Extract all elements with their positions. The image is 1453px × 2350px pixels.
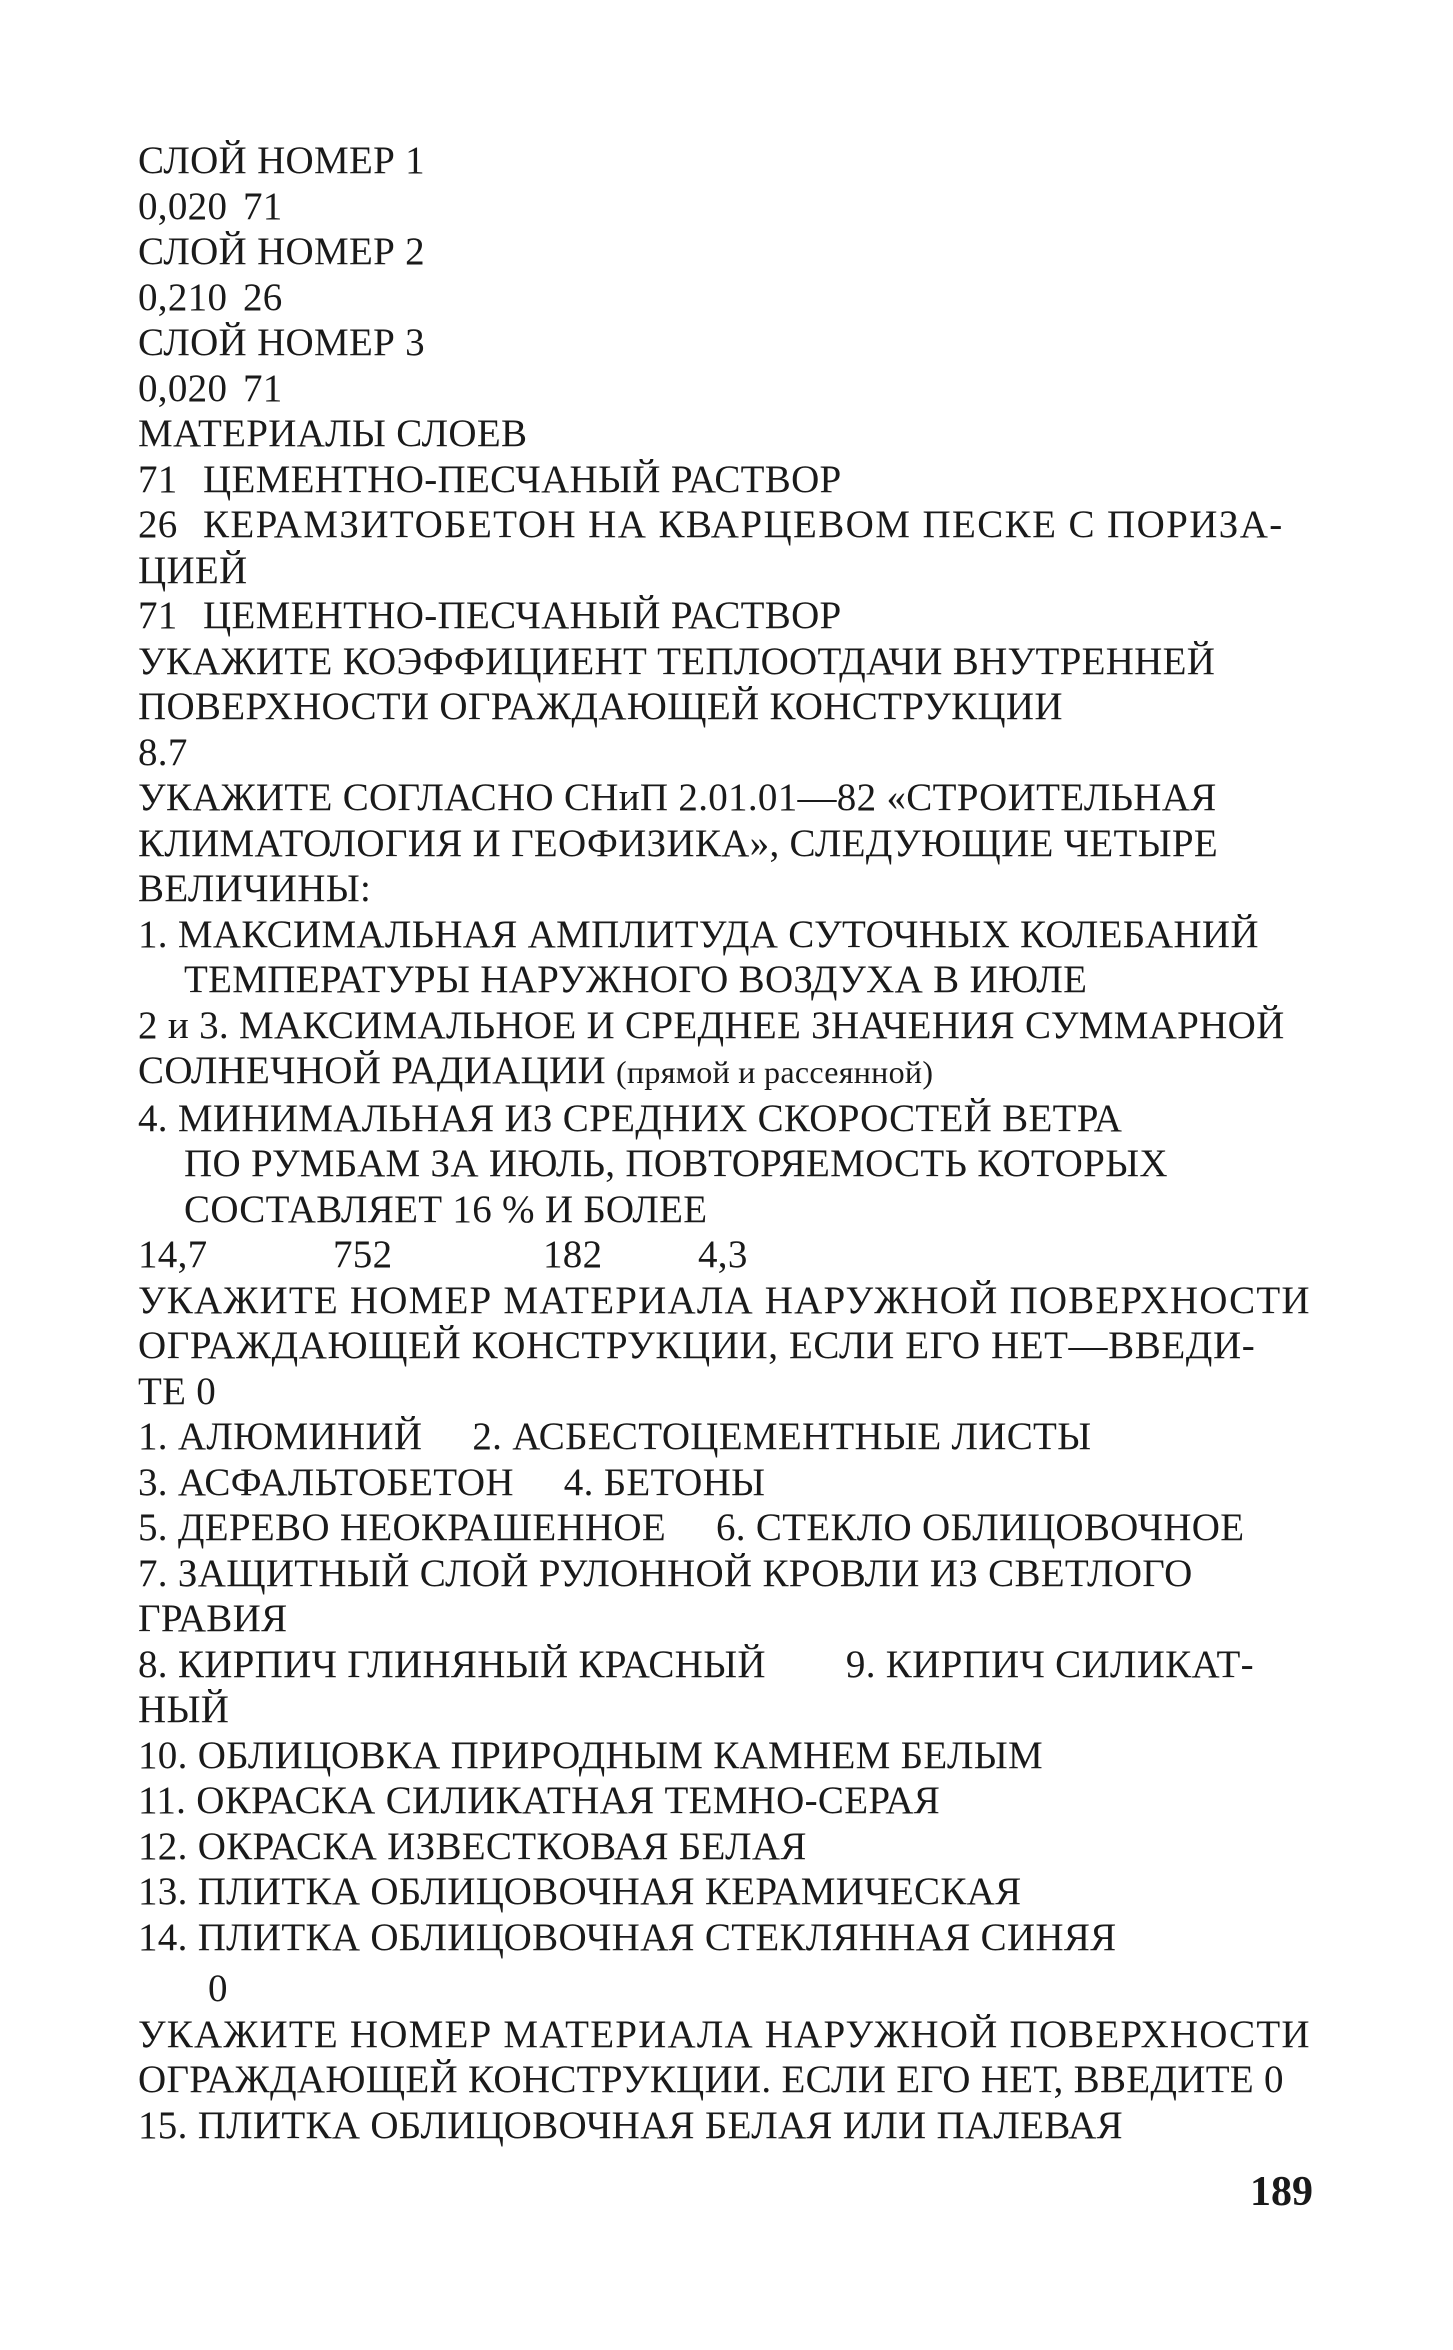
material-1-code: 71 [138, 457, 178, 501]
options-row-1-2 [138, 1414, 1318, 1460]
layer-2-material: 26 [243, 275, 283, 319]
climate-item4-line2: ПО РУМБАМ ЗА ИЮЛЬ, ПОВТОРЯЕМОСТЬ КОТОРЫХ [184, 1142, 1168, 1185]
material-row-3 [138, 593, 1318, 639]
option-11: 11. ОКРАСКА СИЛИКАТНАЯ ТЕМНО-СЕРАЯ [138, 1779, 941, 1822]
climate-prompt-line2: КЛИМАТОЛОГИЯ И ГЕОФИЗИКА», СЛЕДУЮЩИЕ ЧЕТЫРЕ [138, 821, 1219, 865]
climate-item1-line1: 1. МАКСИМАЛЬНАЯ АМПЛИТУДА СУТОЧНЫХ КОЛЕБАНИЙ [138, 912, 1259, 956]
page-number: 189 [1250, 2169, 1313, 2215]
option-4: 4. БЕТОНЫ [563, 1460, 766, 1504]
surface-prompt-line3: ТЕ 0 [138, 1369, 217, 1413]
option-12: 12. ОКРАСКА ИЗВЕСТКОВАЯ БЕЛАЯ [138, 1824, 807, 1868]
option-6: 6. СТЕКЛО ОБЛИЦОВОЧНОЕ [715, 1506, 1245, 1549]
option-5: 5. ДЕРЕВО НЕОКРАШЕННОЕ [138, 1506, 666, 1549]
options-row-3-4 [138, 1460, 1318, 1506]
climate-item2-line2-wrap [138, 1048, 1318, 1096]
material-1-name: ЦЕМЕНТНО-ПЕСЧАНЫЙ РАСТВОР [203, 457, 842, 501]
layer-3-material: 71 [243, 366, 283, 410]
option-10: 10. ОБЛИЦОВКА ПРИРОДНЫМ КАМНЕМ БЕЛЫМ [138, 1733, 1043, 1777]
option-9-line1: 9. КИРПИЧ СИЛИКАТ- [845, 1642, 1254, 1686]
option-9-line2: НЫЙ [138, 1688, 230, 1731]
layer-3-values [138, 366, 1318, 412]
climate-prompt-line3: ВЕЛИЧИНЫ: [138, 867, 372, 910]
options-row-5-6 [138, 1505, 1318, 1551]
climate-prompt-line1: УКАЖИТЕ СОГЛАСНО СНиП 2.01.01—82 «СТРОИТЕЛЬНАЯ [138, 776, 1217, 819]
layer-2-values [138, 275, 1318, 321]
climate-answer-3: 182 [543, 1233, 603, 1276]
option-7-line2: ГРАВИЯ [138, 1597, 288, 1640]
option-3: 3. АСФАЛЬТОБЕТОН [138, 1460, 514, 1504]
climate-item4-line1: 4. МИНИМАЛЬНАЯ ИЗ СРЕДНИХ СКОРОСТЕЙ ВЕТРА [138, 1096, 1123, 1140]
material-2-name-line2: ЦИЕЙ [138, 548, 248, 592]
surface-answer-1: 0 [208, 1967, 228, 2010]
climate-answer-2: 752 [333, 1233, 393, 1276]
option-7-line1: 7. ЗАЩИТНЫЙ СЛОЙ РУЛОННОЙ КРОВЛИ ИЗ СВЕТЛОГО [138, 1551, 1193, 1595]
heat-answer: 8.7 [138, 730, 188, 774]
climate-item4-line3: СОСТАВЛЯЕТ 16 % И БОЛЕЕ [184, 1187, 708, 1231]
material-row-1 [138, 457, 1318, 503]
climate-answers [138, 1232, 1318, 1278]
layer-1-material: 71 [243, 184, 283, 228]
surface2-prompt-line2: ОГРАЖДАЮЩЕЙ КОНСТРУКЦИИ. ЕСЛИ ЕГО НЕТ, ВВЕДИТЕ 0 [138, 2058, 1284, 2101]
heat-prompt-line1: УКАЖИТЕ КОЭФФИЦИЕНТ ТЕПЛООТДАЧИ ВНУТРЕННЕЙ [138, 639, 1216, 683]
layer-1-title: СЛОЙ НОМЕР 1 [138, 139, 425, 182]
option-15: 15. ПЛИТКА ОБЛИЦОВОЧНАЯ БЕЛАЯ ИЛИ ПАЛЕВАЯ [138, 2103, 1123, 2147]
layer-3-thickness: 0,020 [138, 366, 228, 410]
climate-item2-line2: СОЛНЕЧНОЙ РАДИАЦИИ [138, 1049, 606, 1092]
layer-3-title: СЛОЙ НОМЕР 3 [138, 321, 425, 364]
material-row-2 [138, 502, 1318, 548]
climate-answer-4: 4,3 [698, 1233, 748, 1276]
material-3-code: 71 [138, 594, 178, 637]
surface-prompt-line2: ОГРАЖДАЮЩЕЙ КОНСТРУКЦИИ, ЕСЛИ ЕГО НЕТ—ВВЕДИ- [138, 1324, 1256, 1367]
material-2-wrap [138, 502, 1318, 548]
option-1: 1. АЛЮМИНИЙ [138, 1415, 423, 1458]
climate-item2-line1: 2 и 3. МАКСИМАЛЬНОЕ И СРЕДНЕЕ ЗНАЧЕНИЯ СУММАРНОЙ [138, 1003, 1285, 1047]
option-2: 2. АСБЕСТОЦЕМЕНТНЫЕ ЛИСТЫ [472, 1415, 1092, 1458]
heat-prompt-line2: ПОВЕРХНОСТИ ОГРАЖДАЮЩЕЙ КОНСТРУКЦИИ [138, 685, 1063, 728]
option-14: 14. ПЛИТКА ОБЛИЦОВОЧНАЯ СТЕКЛЯННАЯ СИНЯЯ [138, 1915, 1117, 1959]
surface-prompt-line1: УКАЖИТЕ НОМЕР МАТЕРИАЛА НАРУЖНОЙ ПОВЕРХНОСТИ [138, 1278, 1311, 1322]
options-row-8-9 [138, 1642, 1318, 1688]
materials-heading: МАТЕРИАЛЫ СЛОЕВ [138, 412, 528, 455]
climate-answer-1: 14,7 [138, 1233, 208, 1276]
layer-2-thickness: 0,210 [138, 275, 228, 319]
material-2-code: 26 [138, 503, 178, 546]
layer-2-title: СЛОЙ НОМЕР 2 [138, 230, 425, 273]
surface2-prompt-line1: УКАЖИТЕ НОМЕР МАТЕРИАЛА НАРУЖНОЙ ПОВЕРХНОСТИ [138, 2012, 1311, 2056]
material-3-name: ЦЕМЕНТНО-ПЕСЧАНЫЙ РАСТВОР [203, 594, 842, 637]
climate-item1-line2: ТЕМПЕРАТУРЫ НАРУЖНОГО ВОЗДУХА В ИЮЛЕ [184, 958, 1088, 1001]
climate-item2-note: (прямой и рассеянной) [616, 1054, 934, 1090]
layer-1-values [138, 184, 1318, 230]
layer-1-thickness: 0,020 [138, 184, 228, 228]
material-2-name-line1: КЕРАМЗИТОБЕТОН НА КВАРЦЕВОМ ПЕСКЕ С ПОРИЗА- [203, 503, 1284, 546]
document-page [138, 138, 1318, 2148]
option-8: 8. КИРПИЧ ГЛИНЯНЫЙ КРАСНЫЙ [138, 1642, 766, 1686]
option-13: 13. ПЛИТКА ОБЛИЦОВОЧНАЯ КЕРАМИЧЕСКАЯ [138, 1870, 1022, 1913]
